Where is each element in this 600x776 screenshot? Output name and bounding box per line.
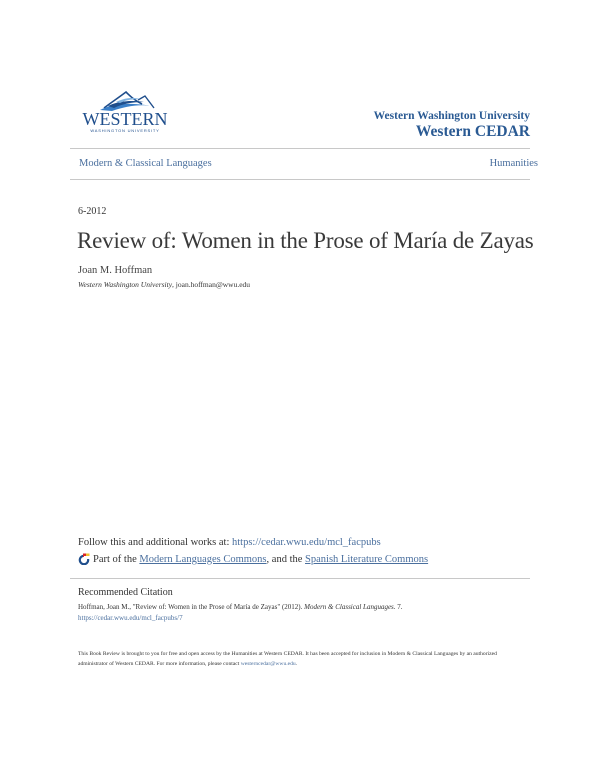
citation-series: Modern & Classical Languages [304,603,394,611]
article-title: Review of: Women in the Prose of María de Zayas [77,228,534,253]
publication-date: 6-2012 [78,206,107,217]
citation-number: . 7. [393,603,403,611]
recommended-citation-heading: Recommended Citation [78,587,173,598]
follow-line [78,537,381,548]
citation-authors: Hoffman, Joan M., [78,603,133,611]
header-divider-top [70,148,530,149]
notice-end: . [295,661,298,667]
part-of-label: Part of the [93,553,137,565]
author-email[interactable]: joan.hoffman@wwu.edu [175,280,251,289]
breadcrumb-department-link[interactable]: Modern & Classical Languages [79,158,212,169]
breadcrumb-college-link[interactable]: Humanities [489,158,538,169]
access-notice [78,649,528,669]
author-institution: Western Washington University [78,280,173,289]
spanish-literature-commons-link[interactable]: Spanish Literature Commons [305,553,429,565]
modern-languages-commons-link[interactable]: Modern Languages Commons [139,553,267,565]
follow-url-link[interactable]: https://cedar.wwu.edu/mcl_facpubs [232,537,381,548]
author-affiliation: Western Washington University, joan.hoffman@wwu.edu [78,280,251,289]
header-divider-bottom [70,179,530,180]
author-name: Joan M. Hoffman [78,265,153,276]
citation-title: "Review of: Women in the Prose of María de Zayas" (2012). [132,603,305,611]
repository-name: Western CEDAR [415,123,530,140]
repository-brand[interactable] [374,110,530,140]
follow-label: Follow this and additional works at: [78,537,232,548]
citation-text [78,602,538,624]
citation-divider [70,578,530,579]
citation-url-link[interactable]: https://cedar.wwu.edu/mcl_facpubs/7 [78,614,183,622]
notice-text: This Book Review is brought to you for free and open access by the Humanities at Western CEDAR. It has been accepted for inclusion in Modern & Classical Languages by an authorized administrator of Western CEDAR. For more information, please contact [78,651,497,667]
logo-wordmark: WESTERN [82,109,168,129]
logo-subtitle: WASHINGTON UNIVERSITY [90,128,160,133]
wwu-logo[interactable] [82,88,168,134]
university-name: Western Washington University [373,110,530,122]
bepress-commons-icon [78,553,90,565]
part-of-line [78,553,428,565]
part-of-connector: , and the [266,553,303,565]
contact-email-link[interactable]: westerncedar@wwu.edu [240,661,296,667]
